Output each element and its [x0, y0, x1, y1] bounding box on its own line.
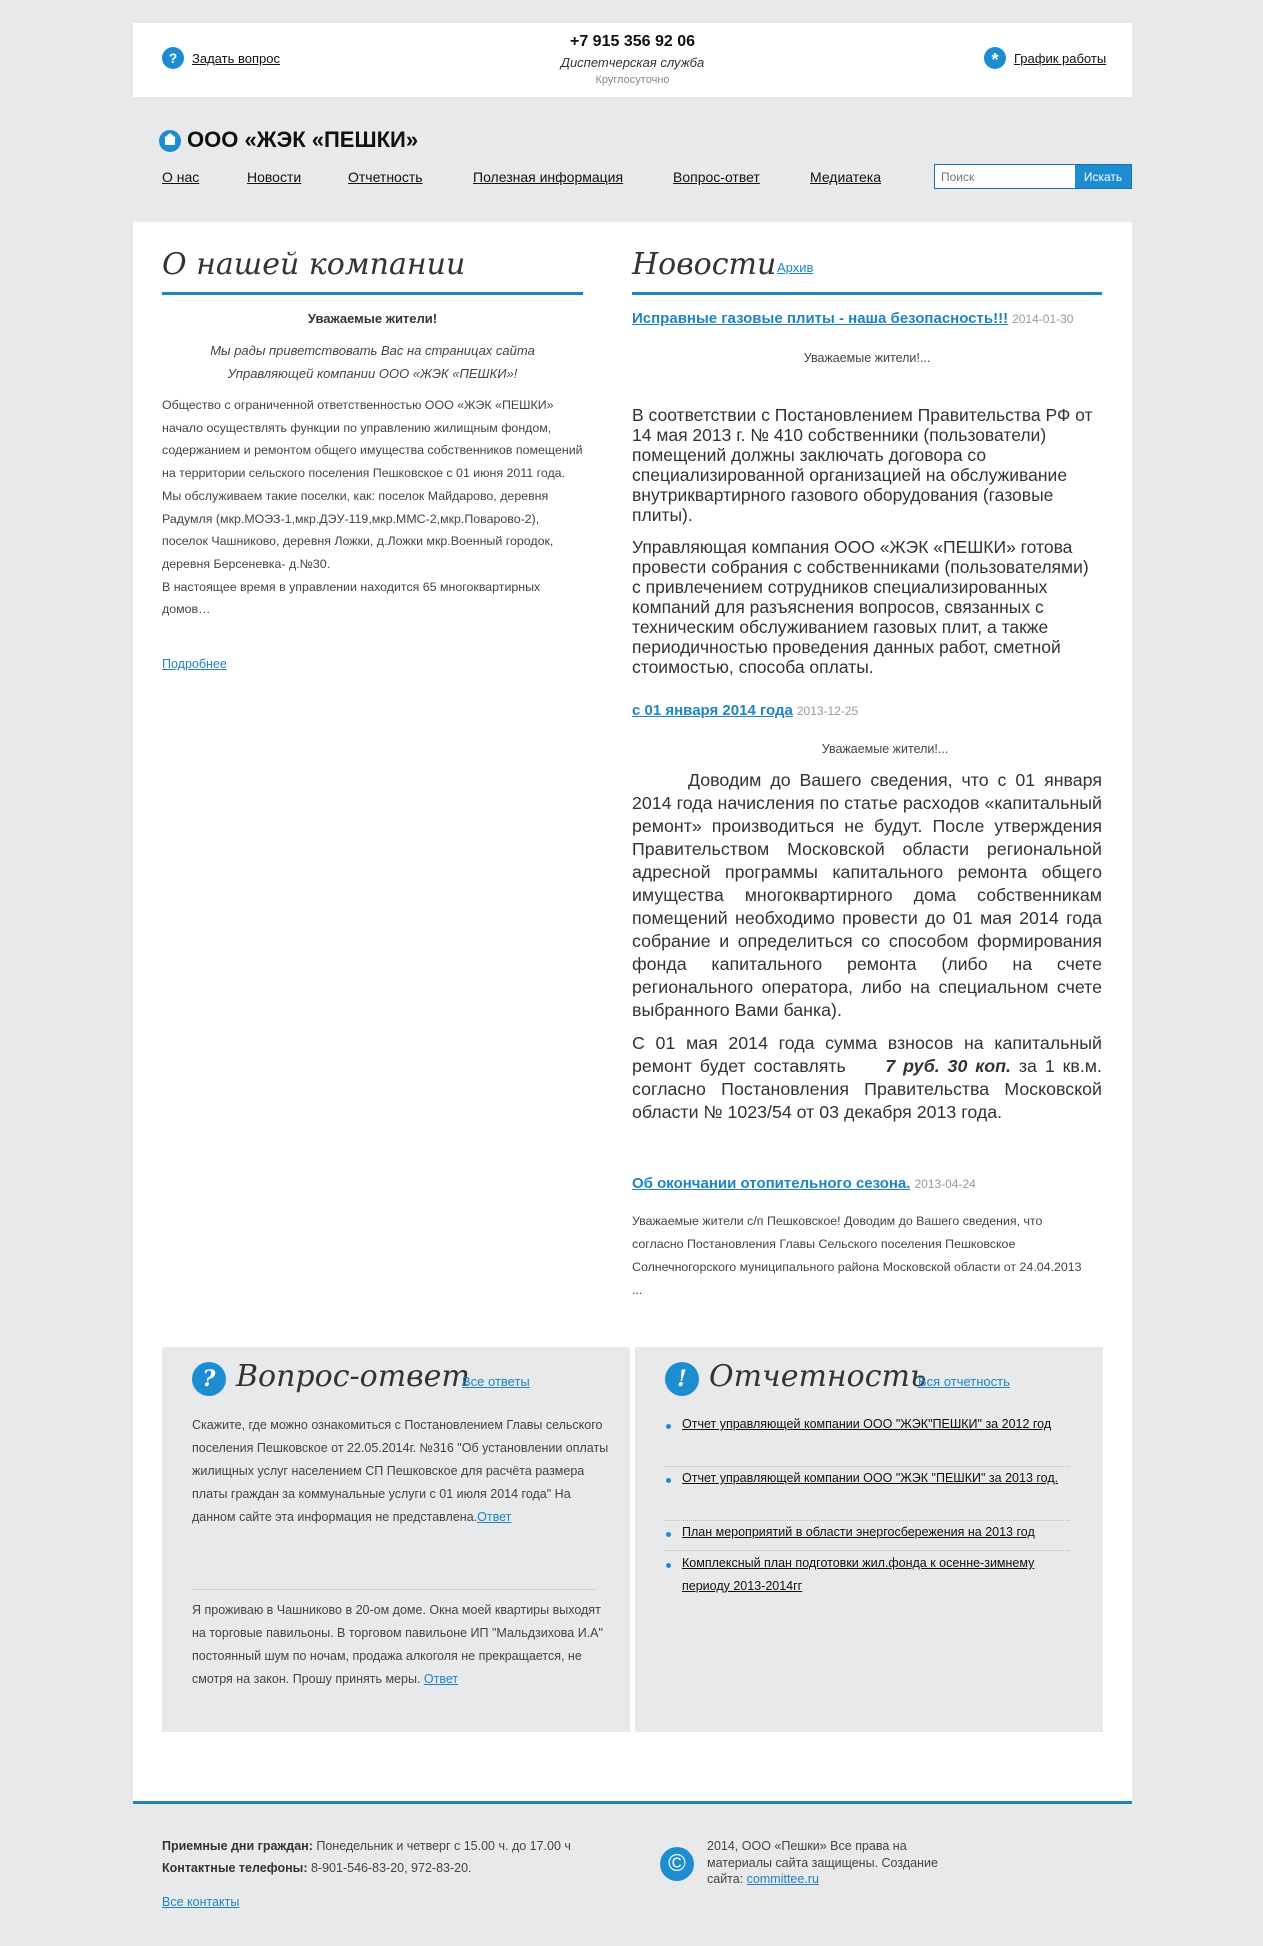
copyright-icon: ©	[660, 1847, 694, 1881]
reports-title: Отчетность	[709, 1359, 927, 1394]
search-button[interactable]: Искать	[1075, 165, 1131, 188]
about-paragraph: Мы обслуживаем такие поселки, как: поселок Майдарово, деревня Радумля (мкр.МОЭЗ-1,мкр.ДЭУ-119,мкр.ММС-2,мкр.Поварово-2), поселок Чашниково, деревня Ложки, д.Ложки мкр.Военный городок, деревня Берсеневка- д.№30.	[162, 488, 554, 571]
nav-item-qa[interactable]: Вопрос-ответ	[673, 169, 760, 185]
news-item-3-text: Уважаемые жители с/п Пешковское! Доводим до Вашего сведения, что согласно Постановления Главы Сельского поселения Пешковское Солнечногорского муниципального района Московской области от 24.04.2013 ...	[632, 1214, 1082, 1297]
nav-item-reports[interactable]: Отчетность	[348, 169, 423, 185]
about-paragraph: В настоящее время в управлении находится 65 многоквартирных домов…	[162, 579, 541, 617]
search-form	[934, 164, 1132, 189]
nav-item-news[interactable]: Новости	[247, 169, 302, 185]
about-title: О нашей компании	[162, 247, 466, 282]
ask-question-link[interactable]: Задать вопрос	[192, 51, 280, 66]
nav-item-useful-info[interactable]: Полезная информация	[473, 169, 624, 185]
work-schedule-link[interactable]: График работы	[1014, 51, 1107, 66]
qa-divider	[192, 1589, 597, 1590]
reports-all-link[interactable]: Вся отчетность	[918, 1374, 1010, 1389]
dispatch-phone: +7 915 356 92 06	[569, 33, 695, 50]
nav-item-about[interactable]: О нас	[162, 169, 200, 185]
news-item-1-body	[632, 405, 1102, 677]
bullet-icon	[666, 1424, 671, 1429]
report-item[interactable]: Отчет управляющей компании ООО "ЖЭК "ПЕШКИ" за 2013 год.	[682, 1471, 1059, 1485]
about-welcome-line: Управляющей компании ООО «ЖЭК «ПЕШКИ»!	[227, 366, 518, 381]
dispatch-label: Диспетчерская служба	[560, 55, 705, 70]
qa-question-2: Я проживаю в Чашниково в 20-ом доме. Окна моей квартиры выходят на торговые павильоны. В торговом павильоне ИП "Мальдзихова И.А" постоянный шум по ночам, продажа алкоголя не прекращается, не смотря на закон. Прошу принять меры. Ответ	[192, 1603, 603, 1686]
news-item-2-header	[632, 702, 1112, 720]
footer-reception: Приемные дни граждан: Понедельник и четверг с 15.00 ч. до 17.00 ч	[162, 1839, 571, 1853]
news-item-1-link[interactable]: Исправные газовые плиты - наша безопасность!!!	[632, 310, 1009, 327]
news-item-1-greeting: Уважаемые жители!...	[803, 351, 931, 365]
dispatch-hours: Круглосуточно	[595, 74, 670, 86]
question-icon[interactable]: ?	[162, 47, 184, 69]
footer-phones: Контактные телефоны: 8-901-546-83-20, 972-83-20.	[162, 1861, 472, 1875]
question-icon: ?	[192, 1362, 226, 1396]
news-item-1-header	[632, 310, 1112, 328]
news-item-3-header	[632, 1175, 1112, 1193]
news-title: Новости	[632, 247, 777, 282]
news-item-3-date: 2013-04-24	[914, 1177, 976, 1191]
news-item-2-greeting: Уважаемые жители!...	[821, 742, 949, 756]
about-body	[162, 394, 583, 621]
about-paragraph: Общество с ограниченной ответственностью ООО «ЖЭК «ПЕШКИ» начало осуществлять функции по управлению жилищным фондом, содержанием и ремонтом общего имущества собственников помещений на территории сельского поселения Пешковское с 01 июня 2011 года.	[162, 398, 583, 481]
bullet-icon	[666, 1532, 671, 1537]
footer-rule	[133, 1801, 1132, 1804]
news-title-rule	[632, 292, 1102, 295]
news-paragraph: Доводим до Вашего сведения, что с 01 января 2014 года начисления по статье расходов «капитальный ремонт» производиться не будут. После утверждения Правительством Московской области региональной адресной программы капитального ремонта общего имущества многоквартирного дома собственникам помещений необходимо провести до 01 мая 2014 года собрание и определиться со способом формирования фонда капитального ремонта (либо на счете регионального оператора, либо на специальном счете выбранного Вами банка).	[632, 770, 1102, 1020]
news-item-2-body	[632, 769, 1102, 1124]
exclamation-icon: !	[665, 1362, 699, 1396]
home-icon[interactable]	[159, 130, 181, 152]
top-bar	[133, 23, 1132, 97]
nav-item-media[interactable]: Медиатека	[810, 169, 882, 185]
about-welcome	[162, 339, 583, 385]
about-more-link[interactable]: Подробнее	[162, 657, 227, 671]
about-welcome-line: Мы рады приветствовать Вас на страницах сайта	[210, 343, 535, 358]
report-item[interactable]: Отчет управляющей компании ООО "ЖЭК"ПЕШКИ" за 2012 год	[682, 1417, 1052, 1431]
about-title-rule	[162, 292, 583, 295]
news-item-2-link[interactable]: с 01 января 2014 года	[632, 702, 793, 719]
qa-answer-link[interactable]: Ответ	[477, 1510, 512, 1524]
news-item-3-link[interactable]: Об окончании отопительного сезона.	[632, 1175, 911, 1192]
report-item[interactable]: Комплексный план подготовки жил.фонда к осенне-зимнему периоду 2013-2014гг	[682, 1556, 1035, 1593]
news-archive-link[interactable]: Архив	[777, 260, 814, 275]
developer-link[interactable]: committee.ru	[746, 1872, 819, 1886]
qa-all-link[interactable]: Все ответы	[462, 1374, 530, 1389]
news-item-2-date: 2013-12-25	[796, 704, 859, 718]
report-item[interactable]: План мероприятий в области энергосбережения на 2013 год	[682, 1525, 1035, 1539]
news-paragraph: Управляющая компания ООО «ЖЭК «ПЕШКИ» готова провести собрания с собственниками (пользователями) с привлечением сотрудников специализированных компаний для разъяснения вопросов, связанных с техническим обслуживанием газовых плит, а также периодичностью проведения данных работ, сметной стоимостью, способа оплаты.	[632, 537, 1089, 677]
qa-answer-link[interactable]: Ответ	[423, 1672, 459, 1686]
bullet-icon	[666, 1563, 671, 1568]
report-divider	[665, 1550, 1070, 1551]
qa-question-1: Скажите, где можно ознакомиться с Постановлением Главы сельского поселения Пешковское от 22.05.2014г. №316 "Об установлении оплаты жилищных услуг населением СП Пешковское для расчёта размера платы граждан за коммунальные услуги с 01 июля 2014 года" На данном сайте эта информация не представлена.Ответ	[192, 1418, 609, 1524]
footer-copyright: 2014, ООО «Пешки» Все права на материалы сайта защищены. Создание сайта: committee.ru	[707, 1839, 938, 1886]
site-title[interactable]: ООО «ЖЭК «ПЕШКИ»	[187, 127, 419, 152]
asterisk-icon[interactable]: *	[984, 47, 1006, 69]
news-paragraph: В соответствии с Постановлением Правительства РФ от 14 мая 2013 г. № 410 собственники (пользователи) помещений должны заключать договора со специализированной организацией на обслуживание внутриквартирного газового оборудования (газовые плиты).	[632, 405, 1093, 525]
search-input[interactable]	[935, 165, 1075, 188]
news-amount: 7 руб. 30 коп.	[885, 1056, 1011, 1076]
footer-contacts-link[interactable]: Все контакты	[162, 1895, 240, 1909]
news-paragraph: С 01 мая 2014 года сумма взносов на капитальный ремонт будет составлять 7 руб. 30 коп. за 1 кв.м. согласно Постановления Правительства Московской области № 1023/54 от 03 декабря 2013 года.	[632, 1033, 1102, 1122]
news-item-1-date: 2014-01-30	[1012, 312, 1074, 326]
bullet-icon	[666, 1478, 671, 1483]
about-greeting: Уважаемые жители!	[307, 311, 438, 326]
qa-title: Вопрос-ответ	[236, 1359, 470, 1394]
